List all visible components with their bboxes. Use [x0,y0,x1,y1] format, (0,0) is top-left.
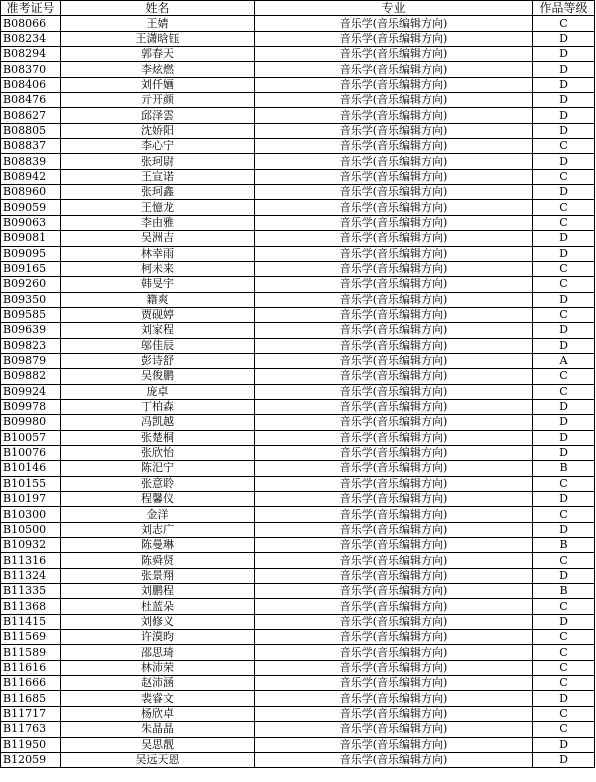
table-row [1,492,595,507]
cell-name: 王憶龙 [61,200,255,215]
cell-exam-id: B11685 [1,691,61,706]
cell-grade: D [533,522,595,537]
cell-name: 李由雅 [61,215,255,230]
header-row [1,1,595,16]
cell-name: 刘修义 [61,614,255,629]
header-name: 姓名 [61,1,255,16]
cell-grade: C [533,369,595,384]
cell-name: 郭春天 [61,47,255,62]
cell-grade: D [533,47,595,62]
cell-exam-id: B10932 [1,538,61,553]
cell-grade: C [533,476,595,491]
header-major: 专业 [255,1,533,16]
table-row [1,691,595,706]
cell-exam-id: B09879 [1,353,61,368]
cell-name: 张景翔 [61,568,255,583]
cell-major: 音乐学(音乐编辑方向) [255,277,533,292]
cell-exam-id: B09639 [1,323,61,338]
cell-exam-id: B09081 [1,231,61,246]
cell-grade: C [533,507,595,522]
cell-grade: D [533,430,595,445]
cell-major: 音乐学(音乐编辑方向) [255,461,533,476]
table-row [1,139,595,154]
table-row [1,123,595,138]
cell-major: 音乐学(音乐编辑方向) [255,93,533,108]
cell-name: 冯凯越 [61,415,255,430]
table-row [1,93,595,108]
cell-major: 音乐学(音乐编辑方向) [255,722,533,737]
table-row [1,16,595,31]
table-row [1,246,595,261]
cell-major: 音乐学(音乐编辑方向) [255,737,533,752]
table-row [1,277,595,292]
cell-major: 音乐学(音乐编辑方向) [255,231,533,246]
cell-grade: A [533,353,595,368]
cell-exam-id: B11616 [1,660,61,675]
table-row [1,154,595,169]
table-row [1,108,595,123]
cell-grade: C [533,16,595,31]
table-row [1,461,595,476]
cell-name: 庞卓 [61,384,255,399]
cell-grade: C [533,215,595,230]
cell-major: 音乐学(音乐编辑方向) [255,338,533,353]
cell-exam-id: B08839 [1,154,61,169]
cell-grade: D [533,154,595,169]
cell-name: 柯未来 [61,261,255,276]
cell-name: 许漠昀 [61,630,255,645]
cell-major: 音乐学(音乐编辑方向) [255,691,533,706]
table-row [1,630,595,645]
cell-grade: D [533,231,595,246]
cell-exam-id: B08476 [1,93,61,108]
cell-exam-id: B11589 [1,645,61,660]
cell-name: 李心宁 [61,139,255,154]
table-row [1,307,595,322]
cell-major: 音乐学(音乐编辑方向) [255,445,533,460]
cell-major: 音乐学(音乐编辑方向) [255,123,533,138]
cell-major: 音乐学(音乐编辑方向) [255,16,533,31]
cell-name: 陈舜贤 [61,553,255,568]
cell-exam-id: B09585 [1,307,61,322]
cell-major: 音乐学(音乐编辑方向) [255,307,533,322]
table-row [1,752,595,767]
cell-exam-id: B10146 [1,461,61,476]
cell-exam-id: B10155 [1,476,61,491]
cell-major: 音乐学(音乐编辑方向) [255,384,533,399]
cell-major: 音乐学(音乐编辑方向) [255,614,533,629]
table-row [1,261,595,276]
table-row [1,645,595,660]
cell-grade: D [533,246,595,261]
cell-grade: C [533,307,595,322]
cell-major: 音乐学(音乐编辑方向) [255,31,533,46]
cell-grade: C [533,553,595,568]
cell-major: 音乐学(音乐编辑方向) [255,200,533,215]
cell-exam-id: B08066 [1,16,61,31]
cell-exam-id: B10300 [1,507,61,522]
cell-grade: D [533,691,595,706]
cell-exam-id: B09823 [1,338,61,353]
cell-major: 音乐学(音乐编辑方向) [255,584,533,599]
cell-grade: D [533,445,595,460]
cell-grade: D [533,323,595,338]
cell-major: 音乐学(音乐编辑方向) [255,399,533,414]
cell-major: 音乐学(音乐编辑方向) [255,415,533,430]
table-row [1,722,595,737]
cell-exam-id: B11569 [1,630,61,645]
cell-major: 音乐学(音乐编辑方向) [255,476,533,491]
cell-major: 音乐学(音乐编辑方向) [255,538,533,553]
header-exam-id: 准考证号 [1,1,61,16]
cell-grade: D [533,292,595,307]
cell-exam-id: B08370 [1,62,61,77]
cell-major: 音乐学(音乐编辑方向) [255,599,533,614]
table-row [1,31,595,46]
cell-name: 王潇晗钰 [61,31,255,46]
table-row [1,445,595,460]
cell-exam-id: B10197 [1,492,61,507]
cell-major: 音乐学(音乐编辑方向) [255,630,533,645]
table-row [1,169,595,184]
cell-name: 林幸雨 [61,246,255,261]
cell-name: 杨欣卓 [61,706,255,721]
cell-exam-id: B09059 [1,200,61,215]
table-row [1,737,595,752]
cell-name: 裴睿文 [61,691,255,706]
cell-grade: D [533,62,595,77]
cell-major: 音乐学(音乐编辑方向) [255,292,533,307]
table-row [1,200,595,215]
cell-name: 彭诗舒 [61,353,255,368]
cell-name: 邱泽雲 [61,108,255,123]
cell-name: 张楚桐 [61,430,255,445]
cell-grade: B [533,584,595,599]
cell-exam-id: B11666 [1,676,61,691]
cell-major: 音乐学(音乐编辑方向) [255,706,533,721]
cell-grade: C [533,277,595,292]
cell-major: 音乐学(音乐编辑方向) [255,246,533,261]
table-row [1,614,595,629]
cell-grade: D [533,123,595,138]
cell-grade: C [533,169,595,184]
cell-name: 贾砚婷 [61,307,255,322]
cell-exam-id: B09924 [1,384,61,399]
cell-major: 音乐学(音乐编辑方向) [255,154,533,169]
cell-exam-id: B08294 [1,47,61,62]
cell-name: 刘仟婳 [61,77,255,92]
cell-exam-id: B09095 [1,246,61,261]
cell-name: 吴思靓 [61,737,255,752]
cell-exam-id: B08234 [1,31,61,46]
cell-grade: C [533,139,595,154]
table-row [1,676,595,691]
cell-exam-id: B11717 [1,706,61,721]
cell-exam-id: B09980 [1,415,61,430]
cell-major: 音乐学(音乐编辑方向) [255,752,533,767]
table-row [1,353,595,368]
cell-grade: B [533,538,595,553]
cell-name: 韩旻宇 [61,277,255,292]
cell-major: 音乐学(音乐编辑方向) [255,353,533,368]
cell-grade: D [533,568,595,583]
cell-grade: C [533,599,595,614]
cell-exam-id: B08942 [1,169,61,184]
cell-major: 音乐学(音乐编辑方向) [255,430,533,445]
cell-major: 音乐学(音乐编辑方向) [255,660,533,675]
cell-exam-id: B11316 [1,553,61,568]
cell-exam-id: B11324 [1,568,61,583]
cell-grade: C [533,660,595,675]
cell-grade: C [533,384,595,399]
cell-name: 金洋 [61,507,255,522]
cell-grade: D [533,614,595,629]
cell-major: 音乐学(音乐编辑方向) [255,139,533,154]
cell-grade: D [533,185,595,200]
cell-exam-id: B10057 [1,430,61,445]
cell-major: 音乐学(音乐编辑方向) [255,553,533,568]
table-row [1,568,595,583]
cell-major: 音乐学(音乐编辑方向) [255,568,533,583]
cell-major: 音乐学(音乐编辑方向) [255,169,533,184]
cell-name: 邬佳辰 [61,338,255,353]
table-row [1,584,595,599]
table-row [1,399,595,414]
table-row [1,215,595,230]
cell-grade: D [533,752,595,767]
cell-grade: C [533,630,595,645]
cell-grade: D [533,492,595,507]
cell-name: 沈娇阳 [61,123,255,138]
cell-name: 刘家程 [61,323,255,338]
cell-major: 音乐学(音乐编辑方向) [255,323,533,338]
table-body [1,16,595,768]
cell-name: 张珂鑫 [61,185,255,200]
cell-grade: C [533,200,595,215]
cell-name: 李炫燃 [61,62,255,77]
table-row [1,415,595,430]
table-row [1,47,595,62]
cell-exam-id: B09350 [1,292,61,307]
cell-major: 音乐学(音乐编辑方向) [255,676,533,691]
cell-name: 邵思琦 [61,645,255,660]
table-row [1,522,595,537]
cell-major: 音乐学(音乐编辑方向) [255,108,533,123]
header-grade: 作品等级 [533,1,595,16]
cell-name: 亓开颜 [61,93,255,108]
cell-name: 程馨仪 [61,492,255,507]
cell-grade: D [533,108,595,123]
table-row [1,185,595,200]
table-row [1,660,595,675]
table-row [1,231,595,246]
cell-name: 吴洲吉 [61,231,255,246]
cell-grade: B [533,461,595,476]
cell-major: 音乐学(音乐编辑方向) [255,522,533,537]
cell-exam-id: B11368 [1,599,61,614]
cell-exam-id: B08805 [1,123,61,138]
cell-major: 音乐学(音乐编辑方向) [255,215,533,230]
cell-exam-id: B09882 [1,369,61,384]
cell-name: 吴远天恩 [61,752,255,767]
cell-exam-id: B11950 [1,737,61,752]
cell-exam-id: B08406 [1,77,61,92]
cell-exam-id: B11335 [1,584,61,599]
table-row [1,599,595,614]
cell-exam-id: B08627 [1,108,61,123]
cell-major: 音乐学(音乐编辑方向) [255,77,533,92]
table-row [1,430,595,445]
table-row [1,323,595,338]
cell-name: 张意聆 [61,476,255,491]
cell-exam-id: B09978 [1,399,61,414]
cell-major: 音乐学(音乐编辑方向) [255,62,533,77]
cell-major: 音乐学(音乐编辑方向) [255,369,533,384]
cell-major: 音乐学(音乐编辑方向) [255,507,533,522]
table-row [1,62,595,77]
cell-major: 音乐学(音乐编辑方向) [255,645,533,660]
table-row [1,384,595,399]
cell-grade: D [533,77,595,92]
table-row [1,507,595,522]
cell-exam-id: B08837 [1,139,61,154]
cell-name: 陈汜宁 [61,461,255,476]
cell-grade: D [533,399,595,414]
cell-exam-id: B09260 [1,277,61,292]
cell-grade: C [533,676,595,691]
table-row [1,369,595,384]
cell-grade: C [533,261,595,276]
cell-grade: D [533,737,595,752]
cell-major: 音乐学(音乐编辑方向) [255,47,533,62]
cell-exam-id: B09063 [1,215,61,230]
table-row [1,553,595,568]
cell-exam-id: B10500 [1,522,61,537]
cell-major: 音乐学(音乐编辑方向) [255,492,533,507]
cell-name: 杜蓝朵 [61,599,255,614]
cell-grade: D [533,31,595,46]
table-row [1,476,595,491]
table-row [1,292,595,307]
cell-name: 赵沛涵 [61,676,255,691]
cell-name: 籍爽 [61,292,255,307]
cell-grade: D [533,415,595,430]
cell-grade: D [533,338,595,353]
cell-exam-id: B11763 [1,722,61,737]
cell-name: 陈曼琳 [61,538,255,553]
cell-grade: C [533,722,595,737]
table-row [1,338,595,353]
cell-name: 丁柏森 [61,399,255,414]
cell-exam-id: B09165 [1,261,61,276]
table-row [1,77,595,92]
cell-name: 王宣诺 [61,169,255,184]
cell-exam-id: B10076 [1,445,61,460]
cell-grade: C [533,645,595,660]
cell-name: 张珂尉 [61,154,255,169]
cell-major: 音乐学(音乐编辑方向) [255,185,533,200]
cell-name: 刘志广 [61,522,255,537]
cell-exam-id: B11415 [1,614,61,629]
cell-name: 刘鹏程 [61,584,255,599]
cell-exam-id: B08960 [1,185,61,200]
cell-name: 吴俊鹏 [61,369,255,384]
table-row [1,538,595,553]
cell-major: 音乐学(音乐编辑方向) [255,261,533,276]
cell-name: 王婧 [61,16,255,31]
table-row [1,706,595,721]
cell-exam-id: B12059 [1,752,61,767]
cell-name: 林沛荣 [61,660,255,675]
cell-grade: D [533,93,595,108]
cell-grade: C [533,706,595,721]
cell-name: 朱晶晶 [61,722,255,737]
cell-name: 张欣怡 [61,445,255,460]
